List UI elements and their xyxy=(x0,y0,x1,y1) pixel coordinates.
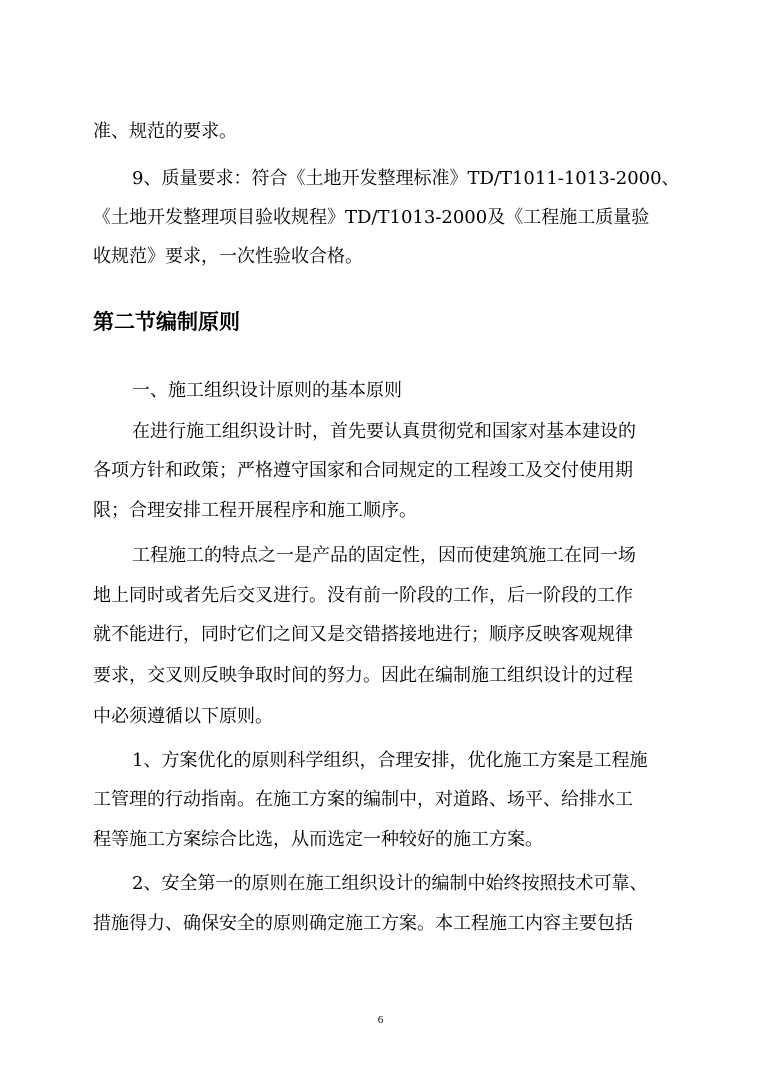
section-heading: 第二节编制原则 xyxy=(93,309,240,334)
paragraph-line: 要求，交叉则反映争取时间的努力。因此在编制施工组织设计的过程 xyxy=(93,665,633,686)
subsection-heading: 一、施工组织设计原则的基本原则 xyxy=(132,380,402,401)
paragraph-line: 准、规范的要求。 xyxy=(93,121,237,142)
paragraph-line: 就不能进行，同时它们之间又是交错搭接地进行；顺序反映客观规律 xyxy=(93,624,633,645)
paragraph-line: 中必须遵循以下原则。 xyxy=(93,706,273,727)
paragraph-line: 程等施工方案综合比选，从而选定一种较好的施工方案。 xyxy=(93,829,543,850)
paragraph-line: 2、安全第一的原则在施工组织设计的编制中始终按照技术可靠、 xyxy=(132,873,648,894)
paragraph-line: 1、方案优化的原则科学组织，合理安排，优化施工方案是工程施 xyxy=(132,750,648,771)
paragraph-line: 限；合理安排工程开展程序和施工顺序。 xyxy=(93,500,417,521)
paragraph-line: 9、质量要求：符合《土地开发整理标准》TD/T1011-1013-2000、 xyxy=(132,168,680,189)
paragraph-line: 收规范》要求，一次性验收合格。 xyxy=(93,246,363,267)
paragraph-line: 地上同时或者先后交叉进行。没有前一阶段的工作，后一阶段的工作 xyxy=(93,585,633,606)
paragraph-line: 措施得力、确保安全的原则确定施工方案。本工程施工内容主要包括 xyxy=(93,913,633,934)
paragraph-line: 在进行施工组织设计时，首先要认真贯彻党和国家对基本建设的 xyxy=(132,421,636,442)
paragraph-line: 《土地开发整理项目验收规程》TD/T1013-2000及《工程施工质量验 xyxy=(93,207,650,228)
paragraph-line: 工程施工的特点之一是产品的固定性，因而使建筑施工在同一场 xyxy=(132,545,636,566)
paragraph-line: 工管理的行动指南。在施工方案的编制中，对道路、场平、给排水工 xyxy=(93,789,633,810)
paragraph-line: 各项方针和政策；严格遵守国家和合同规定的工程竣工及交付使用期 xyxy=(93,460,633,481)
page-number: 6 xyxy=(377,1014,384,1026)
